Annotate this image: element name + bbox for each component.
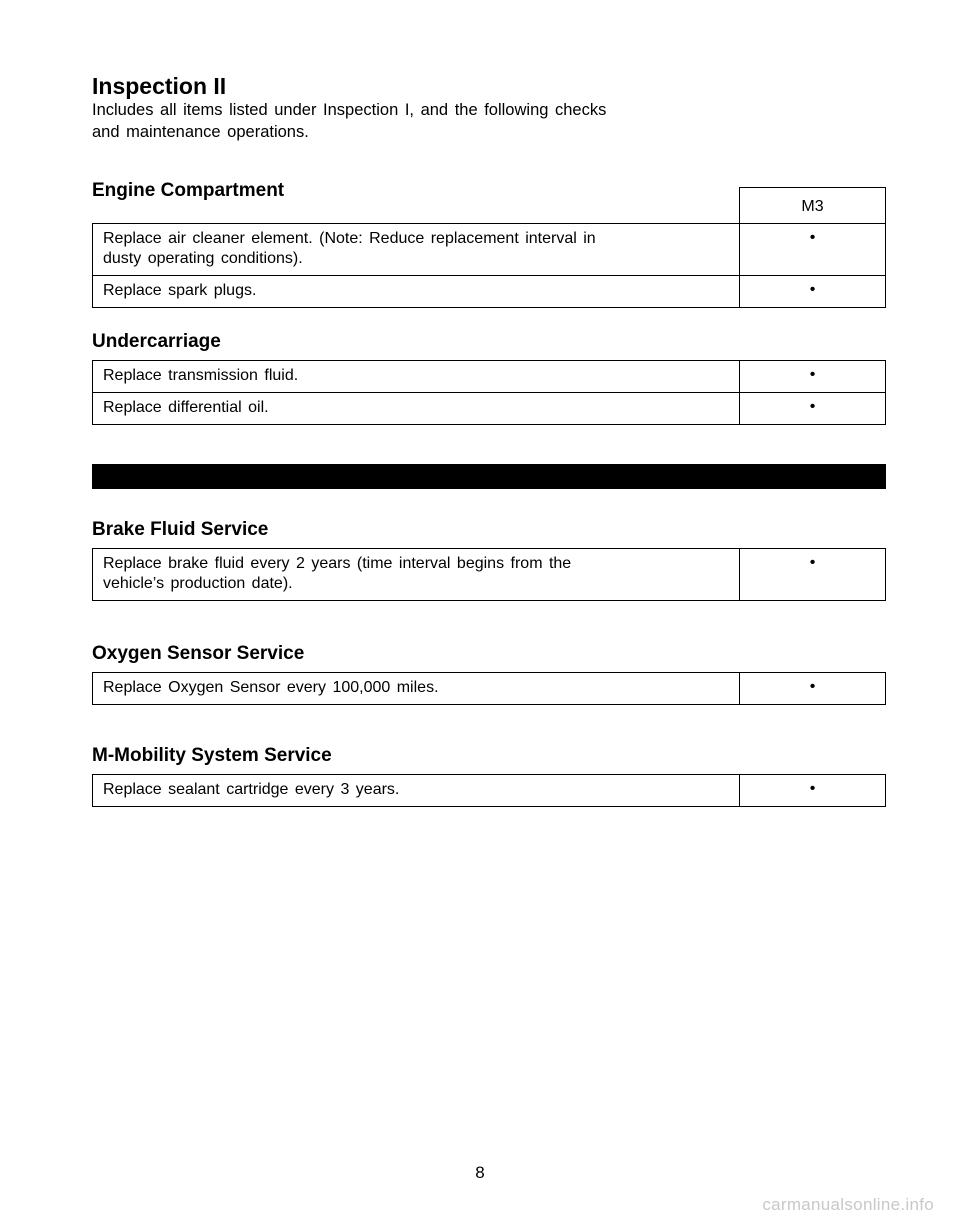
- column-header-m3: M3: [740, 188, 886, 224]
- section-heading-brake: Brake Fluid Service: [92, 519, 269, 540]
- intro-text: Includes all items listed under Inspection I, and the following checks and maintenance operations.: [92, 101, 607, 141]
- task-text: Replace air cleaner element. (Note: Reduce replacement interval in dusty operating conditions).: [93, 224, 740, 276]
- task-text: Replace differential oil.: [93, 393, 740, 425]
- engine-table: [92, 187, 886, 308]
- section-heading-oxygen: Oxygen Sensor Service: [92, 643, 305, 664]
- task-text: Replace sealant cartridge every 3 years.: [93, 775, 740, 807]
- bullet-mark: •: [740, 224, 886, 276]
- header-spacer: [93, 188, 740, 224]
- table-row: [93, 393, 886, 425]
- bullet-mark: •: [740, 361, 886, 393]
- task-text: Replace brake fluid every 2 years (time interval begins from the vehicle’s production date).: [93, 549, 740, 601]
- oxygen-table: [92, 672, 886, 705]
- table-row: [93, 224, 886, 276]
- section-heading-undercarriage: Undercarriage: [92, 331, 221, 352]
- bullet-mark: •: [740, 673, 886, 705]
- section-divider-bar: [92, 464, 886, 489]
- mobility-table: [92, 774, 886, 807]
- bullet-mark: •: [740, 276, 886, 308]
- bullet-mark: •: [740, 775, 886, 807]
- table-row: [93, 673, 886, 705]
- table-row: [93, 361, 886, 393]
- watermark: carmanualsonline.info: [762, 1195, 934, 1214]
- task-text: Replace spark plugs.: [93, 276, 740, 308]
- table-row: [93, 549, 886, 601]
- brake-table: [92, 548, 886, 601]
- section-heading-engine: Engine Compartment: [92, 180, 285, 201]
- table-row: [93, 775, 886, 807]
- page-number: 8: [475, 1163, 485, 1182]
- table-header-row: [93, 188, 886, 224]
- undercarriage-table: [92, 360, 886, 425]
- bullet-mark: •: [740, 393, 886, 425]
- task-text: Replace Oxygen Sensor every 100,000 miles.: [93, 673, 740, 705]
- section-heading-mobility: M-Mobility System Service: [92, 745, 332, 766]
- bullet-mark: •: [740, 549, 886, 601]
- table-row: [93, 276, 886, 308]
- page-title: Inspection II: [92, 73, 227, 99]
- task-text: Replace transmission fluid.: [93, 361, 740, 393]
